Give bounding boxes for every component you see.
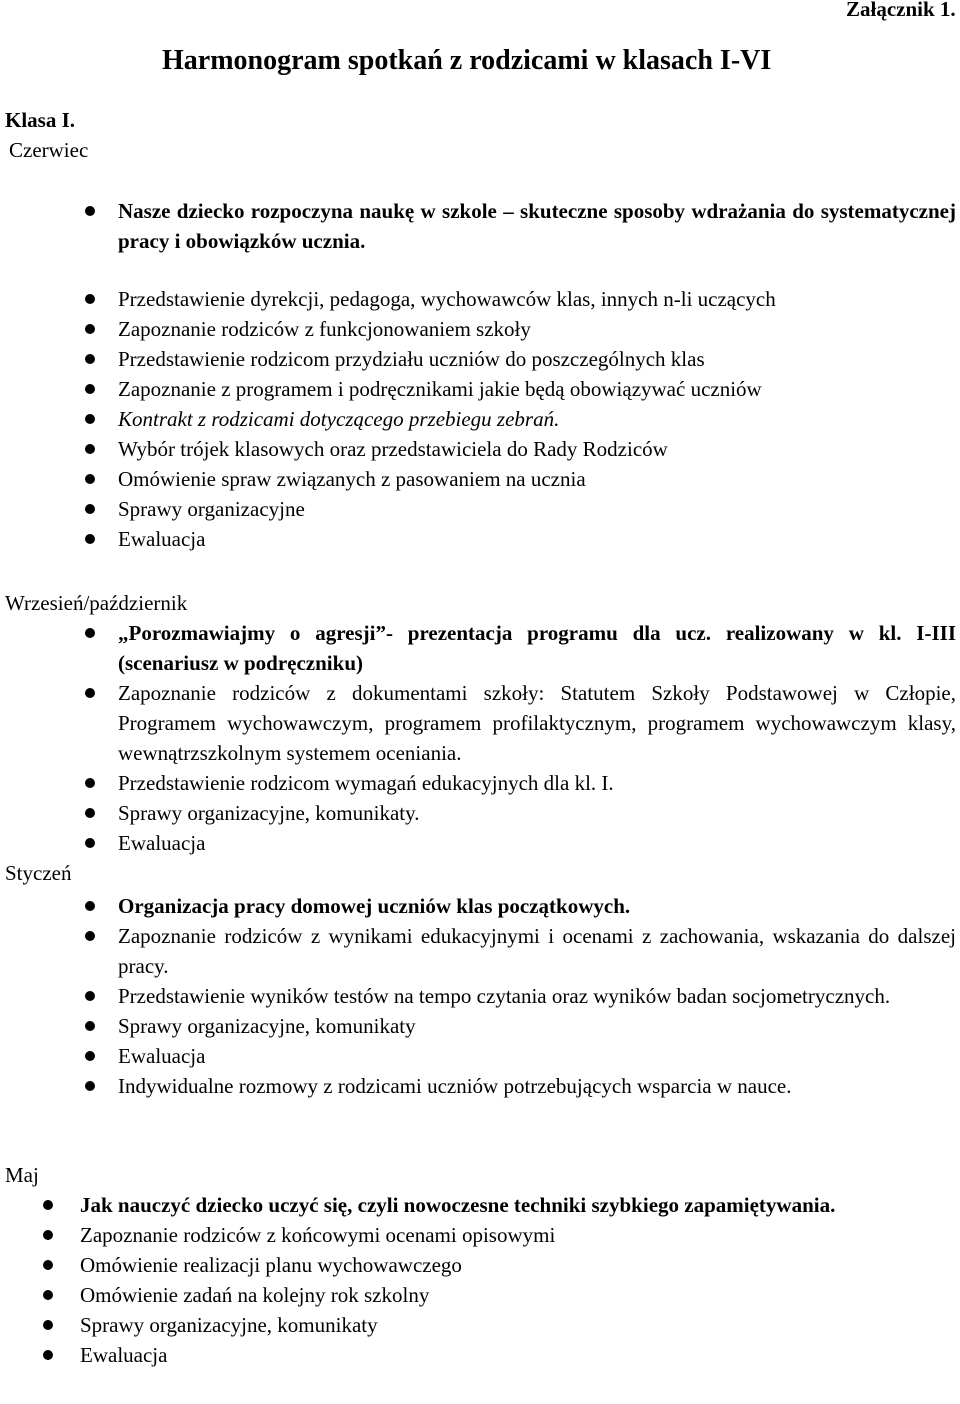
list-item: Omówienie realizacji planu wychowawczego	[80, 1250, 956, 1280]
list-item: Zapoznanie rodziców z końcowymi ocenami opisowymi	[80, 1220, 956, 1250]
list-item: Przedstawienie rodzicom wymagań edukacyjnych dla kl. I.	[118, 768, 956, 798]
page-title: Harmonogram spotkań z rodzicami w klasach I-VI	[162, 45, 772, 76]
list-item: Zapoznanie rodziców z funkcjonowaniem szkoły	[118, 314, 956, 344]
list-item: Omówienie spraw związanych z pasowaniem na ucznia	[118, 464, 956, 494]
january-topic: Organizacja pracy domowej uczniów klas początkowych.	[118, 891, 956, 921]
class-label: Klasa I.	[5, 108, 76, 132]
month-january: Styczeń	[5, 861, 72, 885]
sept-oct-list	[118, 618, 956, 858]
month-sept-oct: Wrzesień/październik	[5, 591, 188, 615]
list-item: Ewaluacja	[80, 1340, 956, 1370]
list-item: Zapoznanie z programem i podręcznikami jakie będą obowiązywać uczniów	[118, 374, 956, 404]
list-item: Sprawy organizacyjne, komunikaty.	[118, 798, 956, 828]
list-item: Sprawy organizacyjne, komunikaty	[118, 1011, 956, 1041]
list-item: Zapoznanie rodziców z dokumentami szkoły: Statutem Szkoły Podstawowej w Człopie, Programem wychowawczym, programem profilaktycznym, programem wychowawczym klasy, wewnątrzszkolnym systemem oceniania.	[118, 678, 956, 768]
may-topic: Jak nauczyć dziecko uczyć się, czyli nowoczesne techniki szybkiego zapamiętywania.	[80, 1190, 956, 1220]
june-topic: Nasze dziecko rozpoczyna naukę w szkole – skuteczne sposoby wdrażania do systematycznej pracy i obowiązków ucznia.	[118, 196, 956, 256]
june-items-list	[118, 284, 956, 554]
list-item: Przedstawienie wyników testów na tempo czytania oraz wyników badan socjometrycznych.	[118, 981, 956, 1011]
january-list	[118, 891, 956, 1101]
list-item: Zapoznanie rodziców z wynikami edukacyjnymi i ocenami z zachowania, wskazania do dalszej pracy.	[118, 921, 956, 981]
attachment-label: Załącznik 1.	[846, 0, 956, 21]
list-item: Ewaluacja	[118, 524, 956, 554]
may-list	[80, 1190, 956, 1370]
list-item: Przedstawienie rodzicom przydziału uczniów do poszczególnych klas	[118, 344, 956, 374]
list-item: Omówienie zadań na kolejny rok szkolny	[80, 1280, 956, 1310]
list-item: Ewaluacja	[118, 1041, 956, 1071]
list-item: Kontrakt z rodzicami dotyczącego przebiegu zebrań.	[118, 404, 956, 434]
june-topic-list	[118, 196, 956, 256]
sept-oct-topic: „Porozmawiajmy o agresji”- prezentacja programu dla ucz. realizowany w kl. I-III (scenariusz w podręczniku)	[118, 618, 956, 678]
list-item: Sprawy organizacyjne, komunikaty	[80, 1310, 956, 1340]
list-item: Sprawy organizacyjne	[118, 494, 956, 524]
month-june: Czerwiec	[9, 138, 89, 162]
list-item: Indywidualne rozmowy z rodzicami uczniów potrzebujących wsparcia w nauce.	[118, 1071, 956, 1101]
month-may: Maj	[5, 1163, 39, 1187]
list-item: Wybór trójek klasowych oraz przedstawiciela do Rady Rodziców	[118, 434, 956, 464]
list-item: Przedstawienie dyrekcji, pedagoga, wychowawców klas, innych n-li uczących	[118, 284, 956, 314]
list-item: Ewaluacja	[118, 828, 956, 858]
